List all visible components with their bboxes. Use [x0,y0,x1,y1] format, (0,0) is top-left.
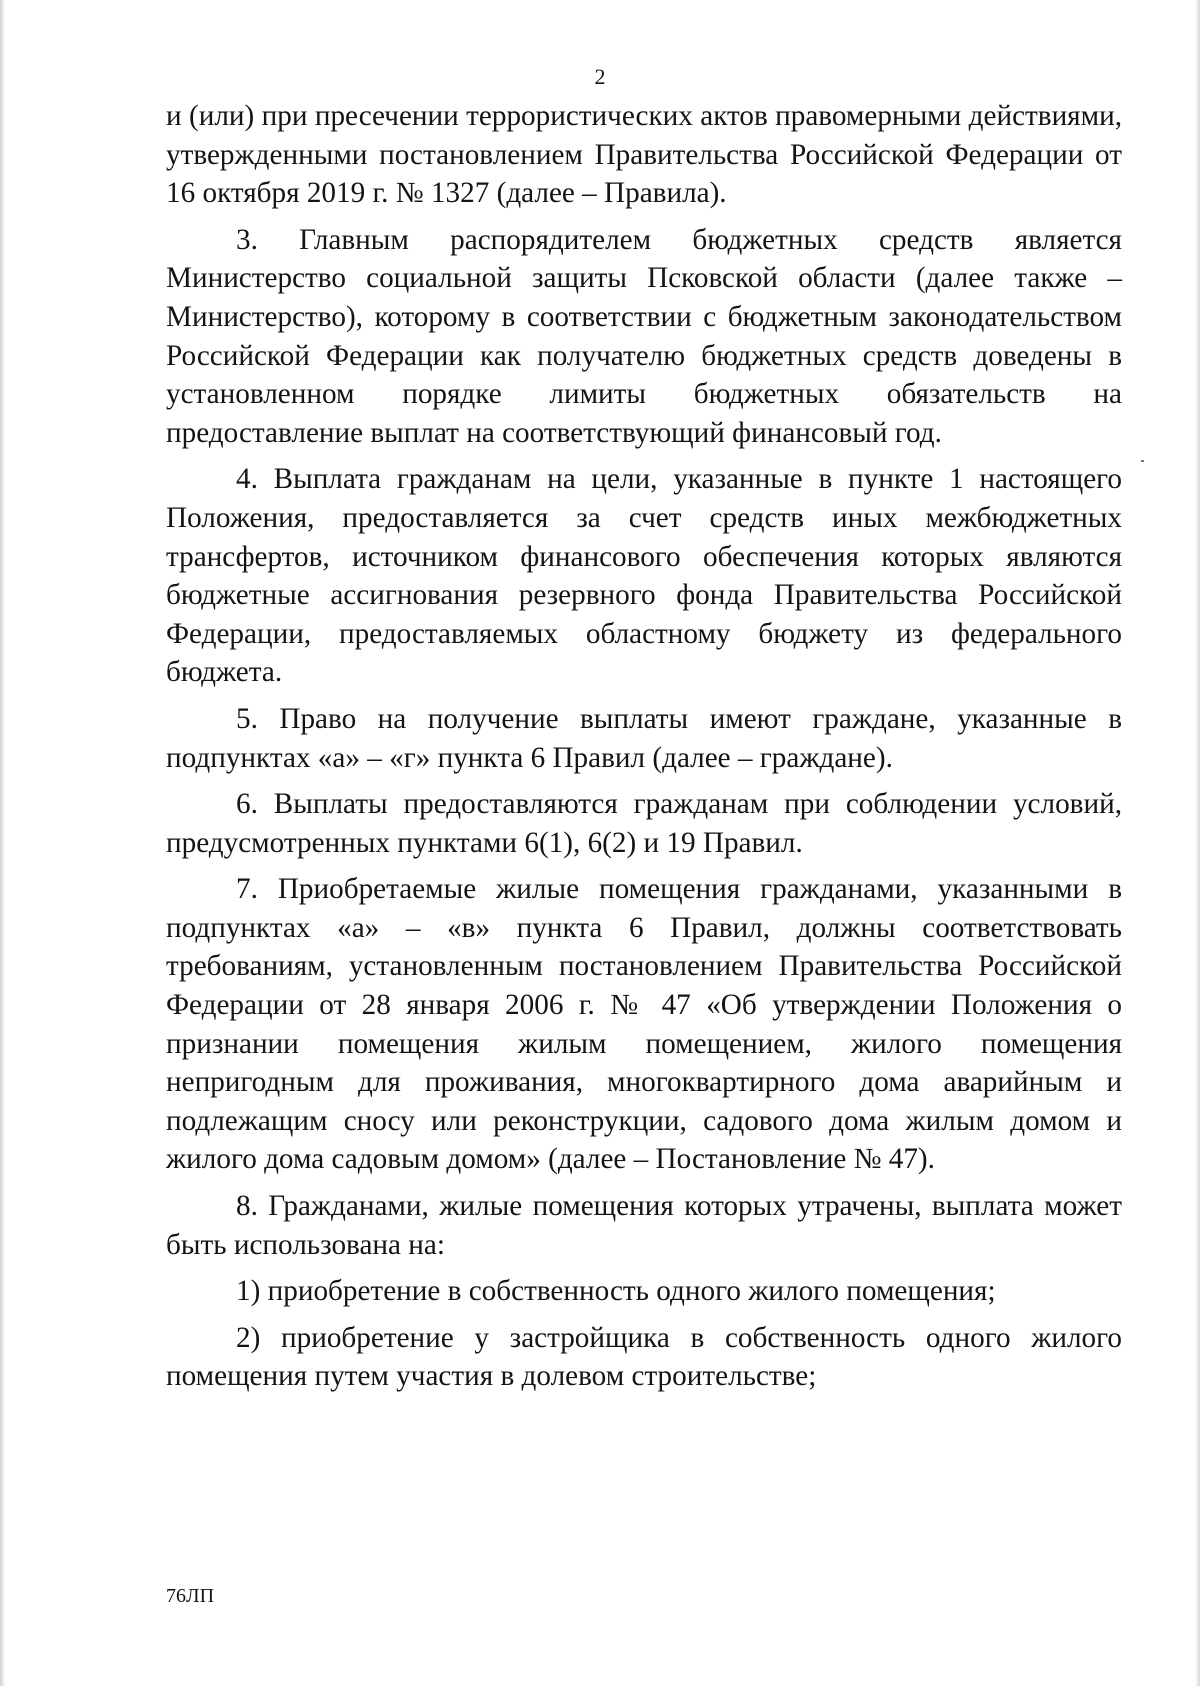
paragraph-8-item-1: 1) приобретение в собственность одного жилого помещения; [236,1275,996,1308]
scan-speck [1141,460,1144,462]
paragraph-4: 4. Выплата гражданам на цели, указанные в пункте 1 настоящего Положения, предоставляется за счет средств иных межбюджетных трансфертов, источником финансового обеспечения которых являются бюджетные ассигнования резервного фонда Правительства Российской Федерации, предоставляемых областному бюджету из федерального бюджета. [166,463,1122,689]
paragraph-continuation: и (или) при пресечении террористических актов правомерными действиями, утвержденными постановлением Правительства Российской Федерации от 16 октября 2019 г. № 1327 (далее – Правила). [166,100,1122,210]
paragraph-5: 5. Право на получение выплаты имеют граждане, указанные в подпунктах «а» – «г» пункта 6 Правил (далее – граждане). [166,702,1122,774]
paragraph-3: 3. Главным распорядителем бюджетных средств является Министерство социальной защиты Псковской области (далее также – Министерство), которому в соответствии с бюджетным законодательством Российской Федерации как получателю бюджетных средств доведены в установленном порядке лимиты бюджетных обязательств на предоставление выплат на соответствующий финансовый год. [166,223,1122,449]
document-body [166,97,1122,1396]
paragraph-6: 6. Выплаты предоставляются гражданам при соблюдении условий, предусмотренных пунктами 6(1), 6(2) и 19 Правил. [166,788,1122,859]
paragraph-8-item-2: 2) приобретение у застройщика в собственность одного жилого помещения путем участия в долевом строительстве; [166,1321,1122,1393]
scan-edge-right [1195,0,1200,1686]
page-number: 2 [594,64,606,89]
paragraph-8: 8. Гражданами, жилые помещения которых утрачены, выплата может быть использована на: [166,1190,1122,1261]
scan-edge-left [0,0,6,1686]
paragraph-7: 7. Приобретаемые жилые помещения гражданами, указанными в подпунктах «а» – «в» пункта 6 Правил, должны соответствовать требованиям, установленным постановлением Правительства Российской Федерации от 28 января 2006 г. № 47 «Об утверждении Положения о признании помещения жилым помещением, жилого помещения непригодным для проживания, многоквартирного дома аварийным и подлежащим сносу или реконструкции, садового дома жилым домом и жилого дома садовым домом» (далее – Постановление № 47). [166,873,1122,1176]
footer-document-code: 76ЛП [166,1585,215,1607]
